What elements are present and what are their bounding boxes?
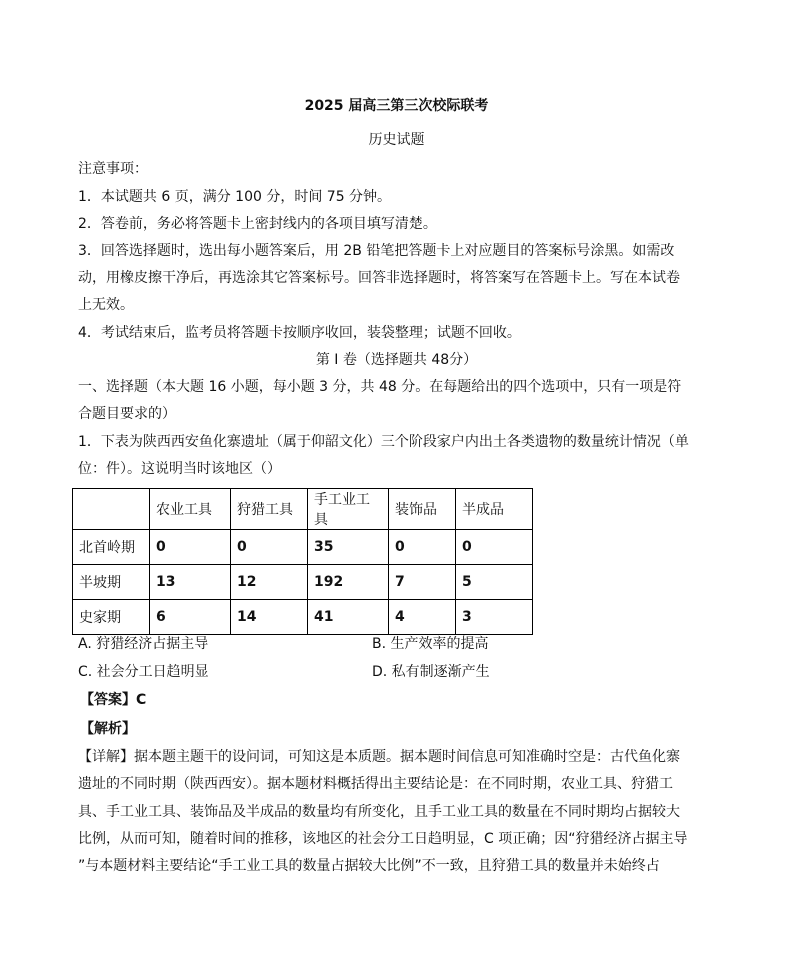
table-cell: 4 [389, 600, 456, 635]
notice-item-1: 1．本试题共 6 页，满分 100 分，时间 75 分钟。 [78, 189, 392, 205]
table-header-cell: 狩猎工具 [231, 489, 308, 530]
table-cell: 12 [231, 565, 308, 600]
table-cell: 6 [150, 600, 231, 635]
option-c: C. 社会分工日趋明显 [78, 664, 209, 680]
table-cell: 0 [389, 530, 456, 565]
table-cell: 0 [456, 530, 533, 565]
table-cell: 13 [150, 565, 231, 600]
exam-title: 2025 届高三第三次校际联考 [304, 98, 489, 114]
detail-line-5: ”与本题材料主要结论“手工业工具的数量占据较大比例”不一致，且狩猎工具的数量并未始终占 [78, 858, 660, 874]
table-cell: 3 [456, 600, 533, 635]
table-cell: 半坡期 [73, 565, 150, 600]
detail-line-4: 比例，从而可知，随着时间的推移，该地区的社会分工日趋明显，C 项正确；因“狩猎经济占据主导 [78, 831, 688, 847]
notice-item-2: 2．答卷前，务必将答题卡上密封线内的各项目填写清楚。 [78, 216, 437, 232]
subject-title: 历史试题 [368, 132, 425, 148]
artifact-count-table [72, 488, 533, 635]
notice-item-3-line-2: 动，用橡皮擦干净后，再选涂其它答案标号。回答非选择题时，将答案写在答题卡上。写在本试卷 [78, 270, 680, 286]
option-d: D. 私有制逐渐产生 [372, 664, 490, 680]
table-header-cell: 手工业工具 [308, 489, 389, 530]
option-b: B. 生产效率的提高 [372, 636, 489, 652]
notice-heading: 注意事项： [78, 161, 148, 177]
analysis-label: 【解析】 [80, 721, 136, 737]
table-header-cell [73, 489, 150, 530]
section-intro-line-1: 一、选择题（本大题 16 小题，每小题 3 分，共 48 分。在每题给出的四个选项中，只有一项是符 [78, 379, 682, 395]
question-1-stem-line-1: 1．下表为陕西西安鱼化寨遗址（属于仰韶文化）三个阶段家户内出土各类遗物的数量统计情况（单 [78, 434, 689, 450]
section-title: 第 I 卷（选择题共 48分） [315, 352, 478, 368]
table-cell: 14 [231, 600, 308, 635]
table-cell: 7 [389, 565, 456, 600]
notice-item-4: 4．考试结束后，监考员将答题卡按顺序收回，装袋整理；试题不回收。 [78, 325, 521, 341]
table-cell: 0 [231, 530, 308, 565]
table-cell: 35 [308, 530, 389, 565]
table-row [73, 600, 533, 635]
table-cell: 41 [308, 600, 389, 635]
table-cell: 192 [308, 565, 389, 600]
table-row [73, 565, 533, 600]
detail-line-1: 【详解】据本题主题干的设问词，可知这是本质题。据本题时间信息可知准确时空是：古代鱼化寨 [78, 749, 680, 765]
question-1-stem-line-2: 位：件）。这说明当时该地区（） [78, 461, 281, 477]
option-a: A. 狩猎经济占据主导 [78, 636, 209, 652]
section-intro-line-2: 合题目要求的） [78, 406, 176, 422]
table-cell: 0 [150, 530, 231, 565]
table-cell: 史家期 [73, 600, 150, 635]
notice-item-3-line-3: 上无效。 [78, 297, 134, 313]
notice-item-3-line-1: 3．回答选择题时，选出每小题答案后，用 2B 铅笔把答题卡上对应题目的答案标号涂黑。如需改 [78, 243, 675, 259]
table-cell: 5 [456, 565, 533, 600]
table-header-cell: 装饰品 [389, 489, 456, 530]
table-header-cell: 农业工具 [150, 489, 231, 530]
detail-line-3: 具、手工业工具、装饰品及半成品的数量均有所变化，且手工业工具的数量在不同时期均占据较大 [78, 804, 680, 820]
table-header-cell: 半成品 [456, 489, 533, 530]
table-row [73, 530, 533, 565]
answer-label: 【答案】C [80, 692, 147, 708]
table-cell: 北首岭期 [73, 530, 150, 565]
detail-line-2: 遗址的不同时期（陕西西安）。据本题材料概括得出主要结论是：在不同时期，农业工具、狩猎工 [78, 776, 673, 792]
table-header-row [73, 489, 533, 530]
